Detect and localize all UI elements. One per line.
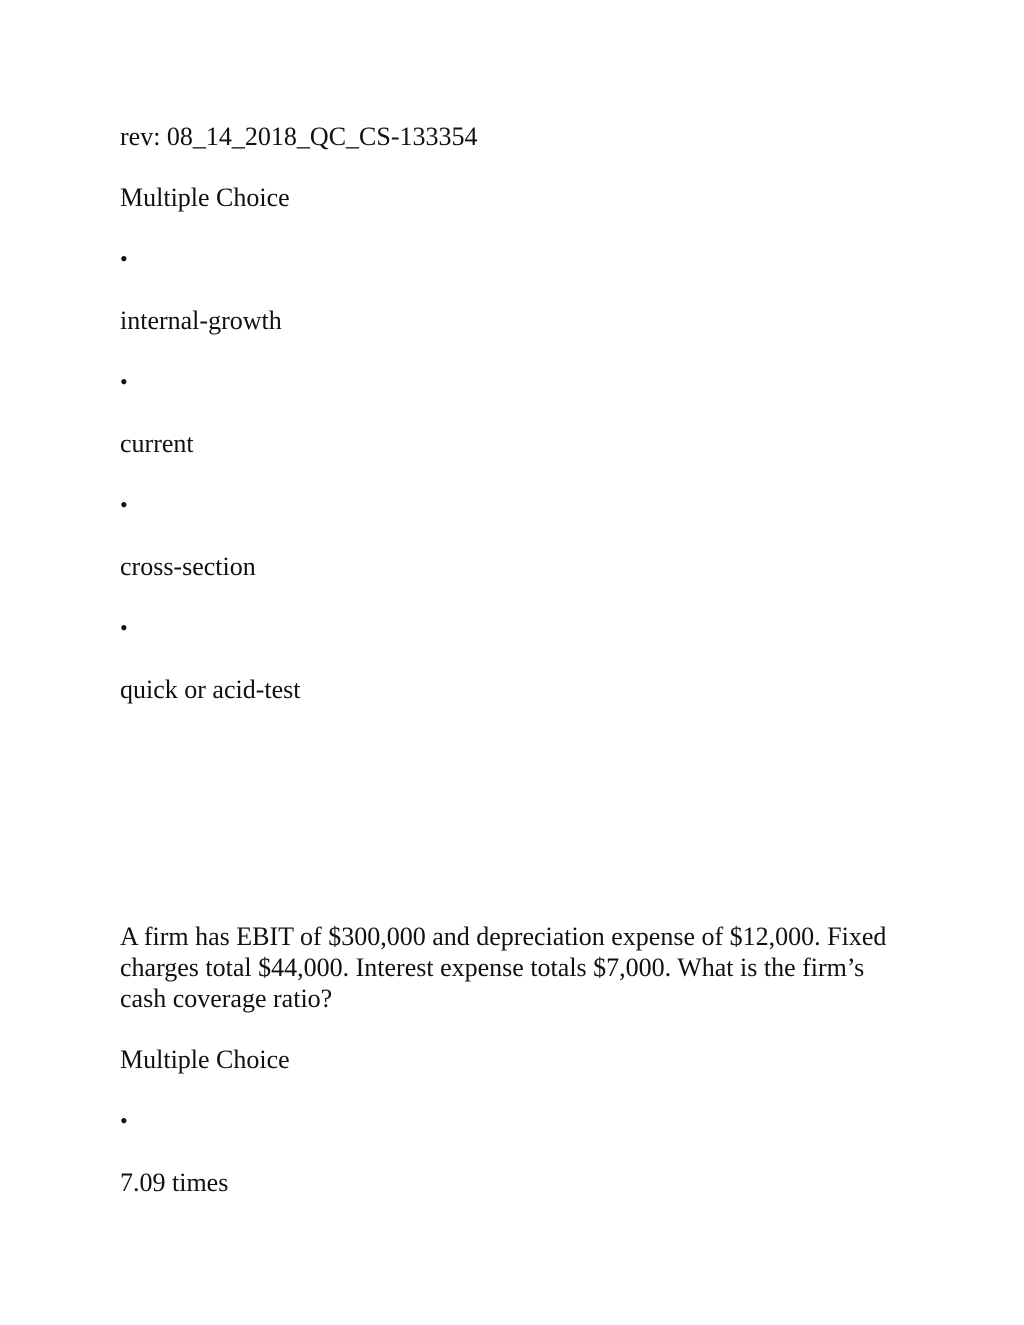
option-text: current <box>120 429 194 458</box>
revision-code: rev: 08_14_2018_QC_CS-133354 <box>120 122 478 151</box>
question-text: A firm has EBIT of $300,000 and depreciation expense of $12,000. Fixed charges total $44,000. Interest expense totals $7,000. What is the firm’s cash coverage ratio? <box>120 922 887 1013</box>
option-bullet: • <box>120 246 128 271</box>
option-bullet: • <box>120 369 128 394</box>
question-type-label: Multiple Choice <box>120 1045 290 1074</box>
option-text: cross-section <box>120 552 256 581</box>
option-bullet: • <box>120 615 128 640</box>
question-type-label: Multiple Choice <box>120 183 290 212</box>
option-text: 7.09 times <box>120 1168 229 1197</box>
option-text: quick or acid-test <box>120 675 301 704</box>
option-bullet: • <box>120 492 128 517</box>
option-bullet: • <box>120 1108 128 1133</box>
option-text: internal-growth <box>120 306 282 335</box>
